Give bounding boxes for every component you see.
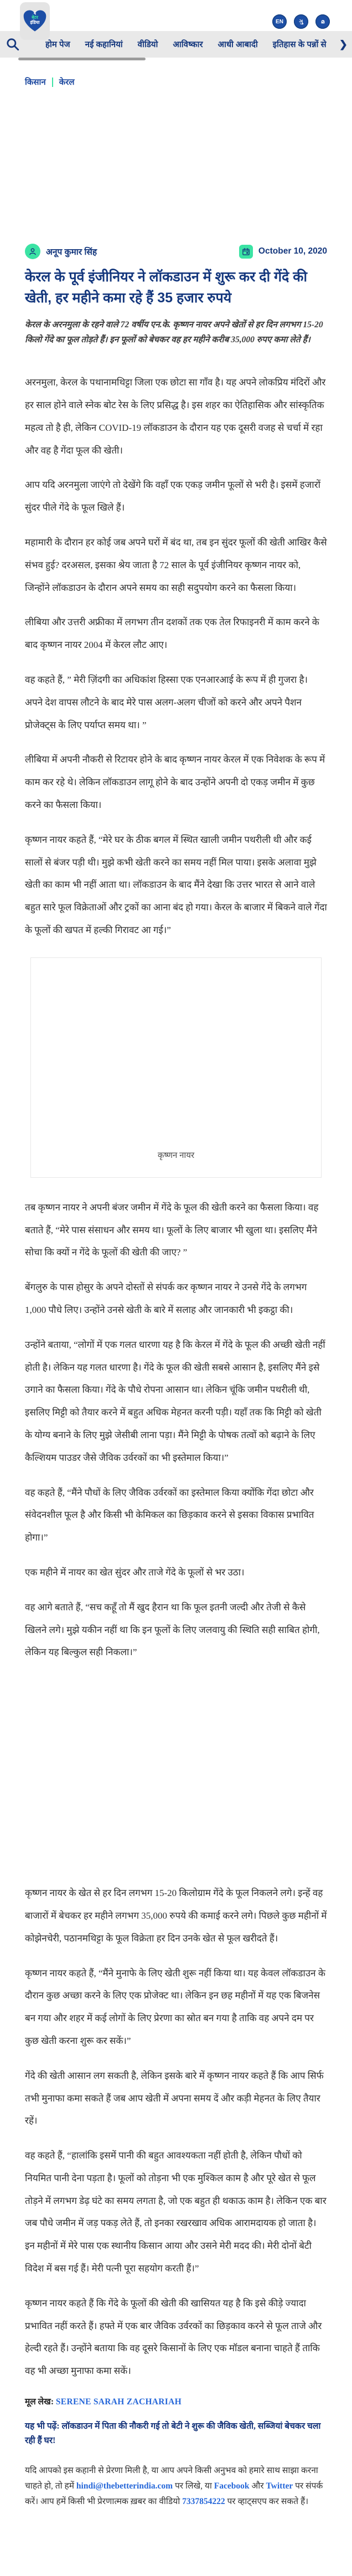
language-switcher (272, 14, 330, 29)
body-paragraph: वह कहते हैं, “हालांकि इसमें पानी की बहुत आवश्यकता नहीं होती है, लेकिन पौधों को नियमित पानी देना पड़ता है। फूलों को तोड़ना भी एक मुश्किल काम है और पूरे खेत से फूल तोड़ने में लगभग डेढ़ घंटे का समय लगता है, जो एक बहुत ही थकाऊ काम है। लेकिन एक बार जब पौधे जमीन में जड़ पकड़ लेते हैं, तो इनका रखरखाव अधिक आरामदायक हो जाता है। इन महीनों में मेरे पास एक स्थानीय किसान आया और उसने मेरी मदद की। मेरी दोनों बेटी विदेश में बस गई हैं। मेरी पत्नी पूरा सहयोग करती हैं।” (25, 2150, 327, 2274)
body-paragraph: लीबिया में अपनी नौकरी से रिटायर होने के बाद कृष्णन नायर केरल में एक निवेशक के रूप में काम कर रहे थे। लेकिन लॉकडाउन लागू होने के बाद उन्होंने अपनी दो एकड़ जमीन में कुछ करने का फैसला किया। (25, 754, 325, 810)
author-avatar-icon (25, 244, 40, 259)
body-paragraph: गेंदे की खेती आसान लग सकती है, लेकिन इसके बारे में कृष्णन नायर कहते हैं कि आप सिर्फ तभी मुनाफा कमा सकते हैं जब आप खेती में अपना समय दें और कड़ी मेहनत के लिए तैयार रहें। (25, 2070, 324, 2126)
body-paragraph: वह कहते हैं, ” मेरी ज़िंदगी का अधिकांश हिस्सा एक एनआरआई के रूप में ही गुजरा है। अपने देश वापस लौटने के बाद मेरे पास अलग-अलग चीजों को करने और अपने पैशन प्रोजेक्ट्स के लिए पर्याप्त समय था। ” (25, 674, 308, 730)
body-paragraph: महामारी के दौरान हर कोई जब अपने घरों में बंद था, तब इन सुंदर फूलों की खेती आखिर कैसे संभव हुई? दरअसल, इसका श्रेय जाता है 72 साल के पूर्व इंजीनियर कृष्णन नायर को, जिन्होंने लॉकडाउन के दौरान अपने समय का सही सदुपयोग करने का फैसला किया। (25, 537, 327, 593)
footer-text: और (249, 2481, 266, 2491)
nav-scroll-track (0, 58, 352, 62)
nav-item-aadhi-aabadi[interactable]: आधी आबादी (218, 40, 258, 49)
body-paragraph: तब कृष्णन नायर ने अपनी बंजर जमीन में गेंदे के फूल की खेती करने का फैसला किया। वह बताते हैं, “मेरे पास संसाधन और समय था। फूलों के लिए बाजार भी खुला था। इसलिए मैंने सोचा कि क्यों न गेंदे के फूलों की खेती की जाए? ” (25, 1202, 319, 1258)
footer-text: पर संपर्क करें। आप हमें किसी भी प्रेरणात्मक ख़बर का वीडियो (25, 2481, 323, 2506)
breadcrumb-kisan[interactable]: किसान (25, 78, 46, 87)
search-icon[interactable] (6, 37, 20, 51)
lang-button-malayalam[interactable]: മ (315, 14, 330, 29)
ad-placeholder-top (0, 87, 352, 244)
body-paragraph: अरनमुला, केरल के पथानामथिट्टा जिला एक छोटा सा गाँव है। यह अपने लोकप्रिय मंदिरों और हर साल होने वाले स्नेक बोट रेस के लिए प्रसिद्ध है। इस शहर का ऐतिहासिक और सांस्कृतिक महत्व तो है ही, लेकिन COVID-19 लॉकडाउन के दौरान यह एक दूसरी वजह से चर्चा में रहा और वह है गेंदा फूल की खेती। (25, 377, 326, 456)
body-paragraph: उन्होंने बताया, “लोगों में एक गलत धारणा यह है कि केरल में गेंदे के फूल की अच्छी खेती नहीं होती है। लेकिन यह गलत धारणा है। गेंदे के फूल की खेती सबसे आसान है, इसलिए मैंने इसे उगाने का फैसला किया। गेंदे के पौधे रोपना आसान था। लेकिन चूंकि जमीन पथरीली थी, इसलिए मिट्टी को तैयार करने में बहुत अधिक मेहनत करनी पड़ी। यहाँ तक कि मिट्टी को खेती के योग्य बनाने के लिए मुझे जेसीबी लाना पड़ा। मैंने मिट्टी के पोषक तत्वों को बढ़ाने के लिए कैल्शियम पाउडर जैसे जैविक उर्वरकों का भी इस्तेमाल किया।” (25, 1339, 325, 1463)
page-title: केरल के पूर्व इंजीनियर ने लॉकडाउन में शुरू कर दी गेंदे की खेती, हर महीने कमा रहे हैं 35 हजार रुपये (25, 269, 307, 306)
body-paragraph: वह आगे बताते हैं, “सच कहूँ तो मैं खुद हैरान था कि फूल इतनी जल्दी और तेजी से कैसे खिलने लगे। मुझे यकीन नहीं था कि इन फूलों के लिए जलवायु की स्थिति सही साबित होगी, लेकिन यह बिल्कुल सही निकला।” (25, 1601, 320, 1658)
body-paragraph: कृष्णन नायर कहते हैं, “मैंने मुनाफे के लिए खेती शुरू नहीं किया था। यह केवल लॉकडाउन के दौरान कुछ अच्छा करने के लिए एक प्रोजेक्ट था। लेकिन इन छह महीनों में यह एक बिजनेस बन गया और शहर में कई लोगों के लिए प्रेरणा का स्रोत बन गया है ताकि वह अपने दम पर कुछ खेती करना शुरू कर सकें।” (25, 1967, 325, 2046)
source-line (25, 2395, 327, 2407)
body-paragraph: बेंगलुरु के पास होसुर के अपने दोस्तों से संपर्क कर कृष्णन नायर ने उनसे गेंदे के लगभग 1,000 पौधे लिए। उन्होंने उनसे खेती के बारे में सलाह और जानकारी भी इकट्ठा की। (25, 1282, 307, 1315)
breadcrumb-divider (52, 78, 53, 87)
nav-more-chevron-icon[interactable]: ❯ (336, 39, 348, 50)
nav-scrollbar[interactable] (18, 58, 146, 60)
logo-text: द बेटर इंडिया (30, 11, 40, 25)
facebook-link[interactable]: Facebook (214, 2481, 250, 2491)
image-caption: कृष्णन नायर (157, 1151, 195, 1161)
body-paragraph: वह कहते हैं, “मैंने पौधों के लिए जैविक उर्वरकों का इस्तेमाल किया क्योंकि गेंदा छोटा और संवेदनशील फूल है और किसी भी केमिकल का छिड़काव करने से इसका विकास प्रभावित होगा।” (25, 1487, 314, 1543)
body-paragraph: आप यदि अरनमुला जाएंगे तो देखेंगे कि वहाँ एक एकड़ जमीन फूलों से भरी है। इसमें हजारों सुंदर पीले गेंदे के फूल खिले हैं। (25, 480, 321, 513)
body-paragraph: एक महीने में नायर का खेत सुंदर और ताजे गेंदे के फूलों से भर उठा। (25, 1567, 245, 1578)
nav-item-inventions[interactable]: आविष्कार (173, 40, 203, 49)
nav-items (45, 39, 327, 50)
main-nav (0, 31, 352, 58)
also-read-link[interactable]: यह भी पढ़ें: लॉकडाउन में पिता की नौकरी गई तो बेटी ने शुरू की जैविक खेती, सब्जियां बेचकर चला रही हैं घर! (25, 2422, 321, 2445)
nav-item-home-page[interactable]: होम पेज (45, 40, 70, 49)
ad-placeholder-middle (25, 1676, 327, 1882)
contact-footer (25, 2463, 327, 2510)
email-link[interactable]: hindi@thebetterindia.com (76, 2481, 173, 2491)
body-paragraph: लीबिया और उत्तरी अफ्रीका में लगभग तीन दशकों तक एक तेल रिफाइनरी में काम करने के बाद कृष्णन नायर 2004 में केरल लौट आए। (25, 617, 319, 651)
footer-text: पर व्हाट्सएप कर सकते हैं। (225, 2496, 309, 2506)
site-header (0, 0, 352, 31)
source-author-link[interactable]: SERENE SARAH ZACHARIAH (55, 2397, 182, 2407)
author-name[interactable]: अनूप कुमार सिंह (46, 248, 97, 257)
body-paragraph: कृष्णन नायर के खेत से हर दिन लगभग 15-20 किलोग्राम गेंदे के फूल निकलने लगे। इन्हें वह बाजारों में बेचकर हर महीने लगभग 35,000 रुपये की कमाई करने लगे। पिछले कुछ महीनों में कोझेनचेरी, पठानमथिट्टा के फूल विक्रेता हर दिन उनके खेत से फूल खरीदते हैं। (25, 1888, 327, 1944)
footer-text: यदि आपको इस कहानी से प्रेरणा मिली है, या आप अपने किसी अनुभव को हमारे साथ साझा करना चाहते हो, तो हमें (25, 2466, 318, 2491)
publish-date: October 10, 2020 (258, 246, 327, 256)
whatsapp-number-link[interactable]: 7337854222 (182, 2496, 225, 2506)
twitter-link[interactable]: Twitter (266, 2481, 293, 2491)
breadcrumb-kerala[interactable]: केरल (59, 78, 75, 87)
source-label: मूल लेख: (25, 2397, 56, 2407)
nav-item-videos[interactable]: वीडियो (137, 40, 158, 49)
calendar-icon (239, 245, 253, 259)
footer-text: पर लिखे, या (173, 2481, 214, 2491)
better-india-logo[interactable] (20, 2, 50, 40)
breadcrumb (25, 76, 327, 87)
article-standfirst: केरल के अरनमुला के रहने वाले 72 वर्षीय एन.के. कृष्णन नायर अपने खेतों से हर दिन लगभग 15-20 किलो गेंदे का फूल तोड़ते हैं। इन फूलों को बेचकर वह हर महीने करीब 35,000 रुपए कमा लेते हैं। (25, 320, 323, 345)
body-paragraph: कृष्णन नायर कहते हैं कि गेंदे के फूलों की खेती की खासियत यह है कि इसे कीड़े ज्यादा प्रभावित नहीं करते हैं। हफ्ते में एक बार जैविक उर्वरकों का छिड़काव करने से फूल ताजे और हेल्दी रहते हैं। उन्होंने बताया कि वह दूसरे किसानों के लिए एक मॉडल बनाना चाहते हैं ताकि वह भी अच्छा मुनाफा कमा सकें। (25, 2297, 322, 2377)
article-body (25, 372, 327, 2383)
lang-button-gujarati[interactable]: ગુ (294, 14, 308, 29)
article-image-placeholder (30, 957, 322, 1178)
bottom-whitespace (0, 2510, 352, 2576)
nav-item-new-stories[interactable]: नई कहानियां (85, 40, 123, 49)
body-paragraph: कृष्णन नायर कहते हैं, “मेरे घर के ठीक बगल में स्थित खाली जमीन पथरीली थी और कई सालों से बंजर पड़ी थी। मुझे कभी खेती करने का समय नहीं मिल पाया। इसके अलावा मुझे खेती का काम भी नहीं आता था। लॉकडाउन के बाद मैंने देखा कि उत्तर भारत से आने वाले बहुत सारे फूल विक्रेताओं और ट्रकों का आना बंद हो गया। केरल के बाजार में बिकने वाले गेंदा के फूलों की खपत में हल्की गिरावट आ गई।” (25, 834, 327, 935)
nav-item-history-pages[interactable]: इतिहास के पन्नों से (272, 40, 327, 49)
article-meta (25, 244, 327, 259)
lang-button-english[interactable]: EN (272, 14, 287, 29)
